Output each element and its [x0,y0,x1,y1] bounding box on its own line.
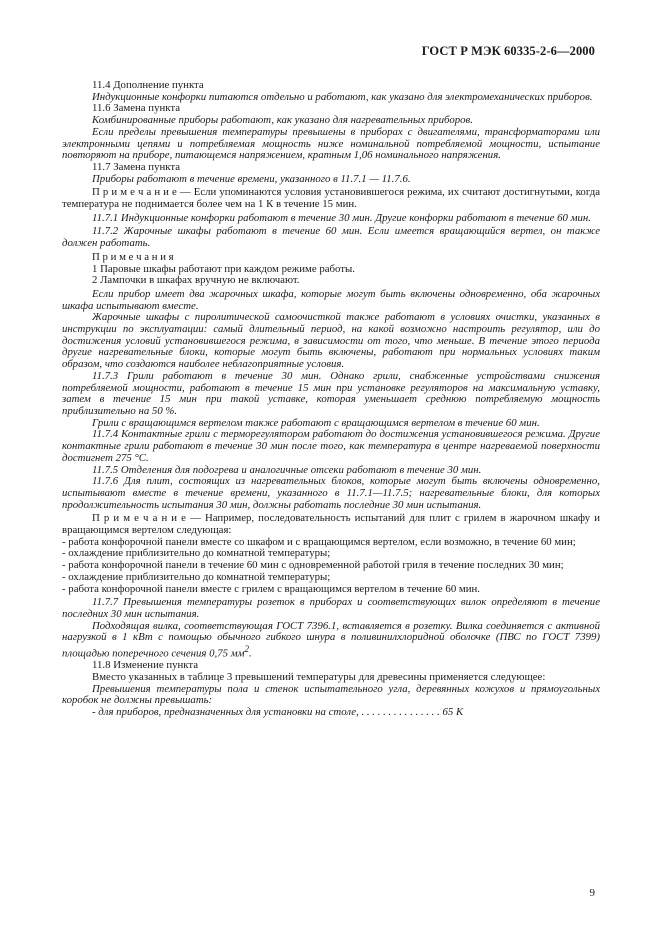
paragraph: 11.7.6 Для плит, состоящих из нагревательных блоков, которые могут быть включены одновременно, испытывают вместе в течение времени, указанного в 11.7.1—11.7.5; нагревательные блоки, для которых продолжительность испытания 30 мин, должны работать последние 30 мин испытания. [62,475,600,511]
dash-item: - охлаждение приблизительно до комнатной температуры; [62,547,331,560]
superscript: 2 [244,644,249,655]
page-number: 9 [589,887,595,899]
paragraph: 11.7.1 Индукционные конфорки работают в течение 30 мин. Другие конфорки работают в течение 60 мин. [92,211,591,224]
paragraph: 11.7.2 Жарочные шкафы работают в течение 60 мин. Если имеется вращающийся вертел, он также должен работать. [62,225,600,250]
paragraph: Если прибор имеет два жарочных шкафа, которые могут быть включены одновременно, оба жарочных шкафа испытывают вместе. [62,287,600,312]
note-label: П р и м е ч а н и е [92,186,177,199]
paragraph: Вместо указанных в таблице 3 превышений температуры для древесины применяется следующее: [92,671,546,684]
dash-item: - работа конфорочной панели вместе с грилем с вращающимся вертелом в течение 60 мин. [62,582,480,595]
dash-item: - работа конфорочной панели вместе со шкафом и с вращающимся вертелом, если возможно, в течение 60 мин; [62,535,576,548]
paragraph: 11.7.3 Грили работают в течение 30 мин. Однако грили, снабженные устройствами снижения потребляемой мощности, работают в течение 15 мин при установке регуляторов на максимальную уставку, затем в течение 15 мин при такой уставке, которая уменьшает среднюю потребляемую мощность приблизительно на 50 %. [62,369,600,417]
paragraph: 11.7.7 Превышения температуры розеток в приборах и соответствующих вилок определяют в течение последних 30 мин испытания. [62,596,600,620]
paragraph: Если пределы превышения температуры превышены в приборах с двигателями, трансформаторами или электронными цепями и потребляемая мощность ниже номинальной потребляемой мощности, испытание повторяют на приборе, питающемся напряжением, кратным 1,06 номинального напряжения. [62,125,600,162]
clause-heading: 11.8 Изменение пункта [92,659,199,672]
paragraph: Комбинированные приборы работают, как указано для нагревательных приборов. [92,114,473,127]
note-item: 2 Лампочки в шкафах вручную не включают. [92,274,300,287]
paragraph: Грили с вращающимся вертелом также работают с вращающимся вертелом в течение 60 мин. [92,416,540,429]
clause-heading: 11.4 Дополнение пункта [92,79,204,91]
page-header: ГОСТ Р МЭК 60335-2-6—2000 [421,44,595,58]
paragraph: Превышения температуры пола и стенок испытательного угла, деревянных кожухов и прямоугольных коробок не должны превышать: [62,682,600,707]
paragraph: 11.7.4 Контактные грили с терморегулятором работают до достижения установившегося режима. Другие контактные грили работают в течение 30 мин после того, как температура в центре нагреваемой поверхности достигнет 275 °С. [62,428,600,464]
clause-heading: 11.6 Замена пункта [92,102,180,115]
dash-item: - работа конфорочной панели в течение 60 мин с одновременной работой гриля в течение последних 30 мин; [62,559,564,572]
paragraph: 11.7.5 Отделения для подогрева и аналогичные отсеки работают в течение 30 мин. [92,463,482,476]
note [62,187,600,210]
notes-label: П р и м е ч а н и я [92,250,174,263]
paragraph: - для приборов, предназначенных для установки на столе, . . . . . . . . . . . . . . . 65 К [92,706,464,719]
note-text: — Например, последовательность испытаний для плит с грилем в жарочном шкафу и вращающимся вертелом следующая: [62,512,601,537]
note [62,513,600,536]
note-item: 1 Паровые шкафы работают при каждом режиме работы. [92,262,355,275]
note-text: — Если упоминаются условия установившегося режима, их считают достигнутыми, когда температура не поднимается более чем на 1 К в течение 15 мин. [62,186,601,211]
paragraph: Приборы работают в течение времени, указанного в 11.7.1 — 11.7.6. [92,172,411,185]
note-label: П р и м е ч а н и е [92,512,186,525]
clause-heading: 11.7 Замена пункта [92,160,180,173]
dash-item: - охлаждение приблизительно до комнатной температуры; [62,570,331,583]
paragraph: Индукционные конфорки питаются отдельно и работают, как указано для электромеханических приборов. [92,90,593,103]
page-body [62,80,600,719]
paragraph: Подходящая вилка, соответствующая ГОСТ 7396.1, вставляется в розетку. Вилка соединяется с активной нагрузкой в 1 кВт с помощью обычного гибкого шнура в поливинилхлоридной оболочке (ПВС по ГОСТ 7399) площадью поперечного сечения 0,75 $мм^2$. [62,619,600,660]
paragraph: Жарочные шкафы с пиролитической самоочисткой также работают в условиях очистки, указанных в инструкции по эксплуатации: самый длительный период, на какой возможно настроить регулятор, или до достижения условий установившегося режима, в зависимости от того, что меньше. В течение этого периода другие нагревательные блоки, которые могут быть включены, работают при нормальных условиях таким образом, что создаются наиболее неблагоприятные условия. [62,311,600,371]
